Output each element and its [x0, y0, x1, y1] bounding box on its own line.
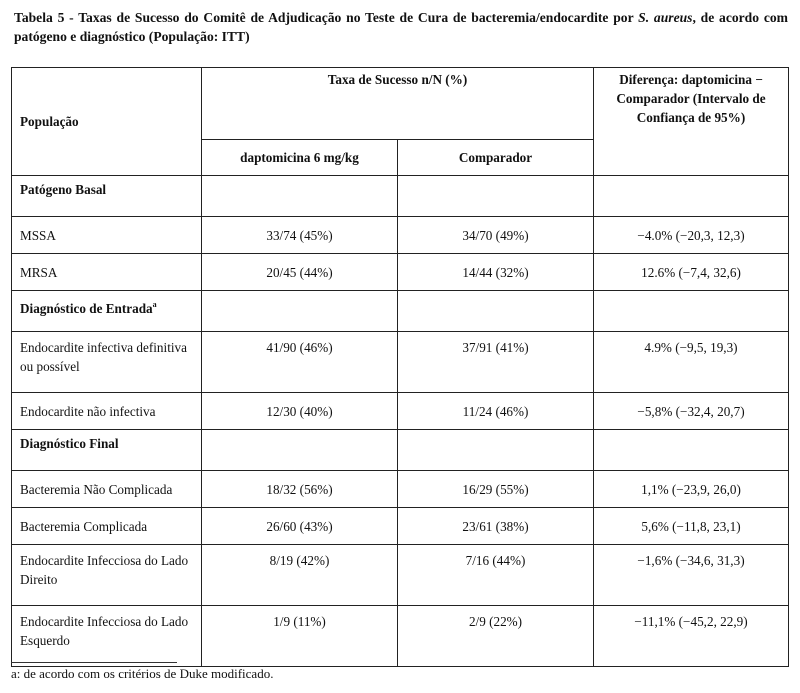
- difference-value: −1,6% (−34,6, 31,3): [594, 545, 789, 606]
- group-label-text: Diagnóstico de Entrada: [20, 301, 153, 316]
- difference-value: 1,1% (−23,9, 26,0): [594, 471, 789, 508]
- comparator-value: 2/9 (22%): [398, 606, 594, 667]
- comparator-value: 11/24 (46%): [398, 393, 594, 430]
- caption-prefix: Tabela 5 - Taxas de Sucesso do Comitê de Adjudicação no Teste de Cura de bacteremia/endocardite por: [14, 10, 639, 25]
- daptomycin-value: 20/45 (44%): [202, 254, 398, 291]
- row-label: Bacteremia Complicada: [12, 508, 202, 545]
- group-label: [12, 291, 202, 332]
- table-row: [12, 332, 789, 393]
- difference-value: −11,1% (−45,2, 22,9): [594, 606, 789, 667]
- row-label: Endocardite Infecciosa do Lado Direito: [12, 545, 202, 606]
- daptomycin-value: 12/30 (40%): [202, 393, 398, 430]
- header-daptomycin: daptomicina 6 mg/kg: [202, 140, 398, 176]
- row-label: MRSA: [12, 254, 202, 291]
- footnote-rule: [11, 662, 177, 663]
- empty-cell: [594, 430, 789, 471]
- table-row: [12, 217, 789, 254]
- caption-organism: S. aureus: [638, 10, 693, 25]
- daptomycin-value: 33/74 (45%): [202, 217, 398, 254]
- comparator-value: 14/44 (32%): [398, 254, 594, 291]
- header-comparator: Comparador: [398, 140, 594, 176]
- group-label-text: Patógeno Basal: [20, 182, 107, 197]
- empty-cell: [202, 430, 398, 471]
- comparator-value: 37/91 (41%): [398, 332, 594, 393]
- table-row: [12, 508, 789, 545]
- table-row: [12, 393, 789, 430]
- empty-cell: [202, 291, 398, 332]
- daptomycin-value: 26/60 (43%): [202, 508, 398, 545]
- group-label-text: Diagnóstico Final: [20, 436, 119, 451]
- footnote-mark: a: [152, 300, 157, 309]
- table-row: [12, 471, 789, 508]
- comparator-value: 23/61 (38%): [398, 508, 594, 545]
- empty-cell: [594, 291, 789, 332]
- results-table: [11, 67, 789, 667]
- comparator-value: 34/70 (49%): [398, 217, 594, 254]
- empty-cell: [398, 176, 594, 217]
- daptomycin-value: 8/19 (42%): [202, 545, 398, 606]
- daptomycin-value: 1/9 (11%): [202, 606, 398, 667]
- group-row: [12, 176, 789, 217]
- header-success-rate: Taxa de Sucesso n/N (%): [202, 68, 594, 140]
- difference-value: −5,8% (−32,4, 20,7): [594, 393, 789, 430]
- difference-value: 4.9% (−9,5, 19,3): [594, 332, 789, 393]
- table-row: [12, 606, 789, 667]
- row-label: Endocardite não infectiva: [12, 393, 202, 430]
- difference-value: −4.0% (−20,3, 12,3): [594, 217, 789, 254]
- empty-cell: [202, 176, 398, 217]
- header-population: População: [12, 68, 202, 176]
- group-row: [12, 430, 789, 471]
- comparator-value: 16/29 (55%): [398, 471, 594, 508]
- daptomycin-value: 18/32 (56%): [202, 471, 398, 508]
- row-label: Bacteremia Não Complicada: [12, 471, 202, 508]
- empty-cell: [594, 176, 789, 217]
- difference-value: 5,6% (−11,8, 23,1): [594, 508, 789, 545]
- header-difference: Diferença: daptomicina − Comparador (Intervalo de Confiança de 95%): [594, 68, 789, 176]
- row-label: MSSA: [12, 217, 202, 254]
- group-label: [12, 176, 202, 217]
- row-label: Endocardite infectiva definitiva ou possível: [12, 332, 202, 393]
- footnote: a: de acordo com os critérios de Duke modificado.: [11, 666, 274, 681]
- difference-value: 12.6% (−7,4, 32,6): [594, 254, 789, 291]
- table-row: [12, 545, 789, 606]
- table-caption: [14, 8, 788, 46]
- group-row: [12, 291, 789, 332]
- table-body: [12, 176, 789, 667]
- group-label: [12, 430, 202, 471]
- empty-cell: [398, 291, 594, 332]
- daptomycin-value: 41/90 (46%): [202, 332, 398, 393]
- row-label: Endocardite Infecciosa do Lado Esquerdo: [12, 606, 202, 667]
- table-row: [12, 254, 789, 291]
- empty-cell: [398, 430, 594, 471]
- caption-suffix: , de acordo com patógeno e diagnóstico (População: ITT): [14, 10, 788, 44]
- comparator-value: 7/16 (44%): [398, 545, 594, 606]
